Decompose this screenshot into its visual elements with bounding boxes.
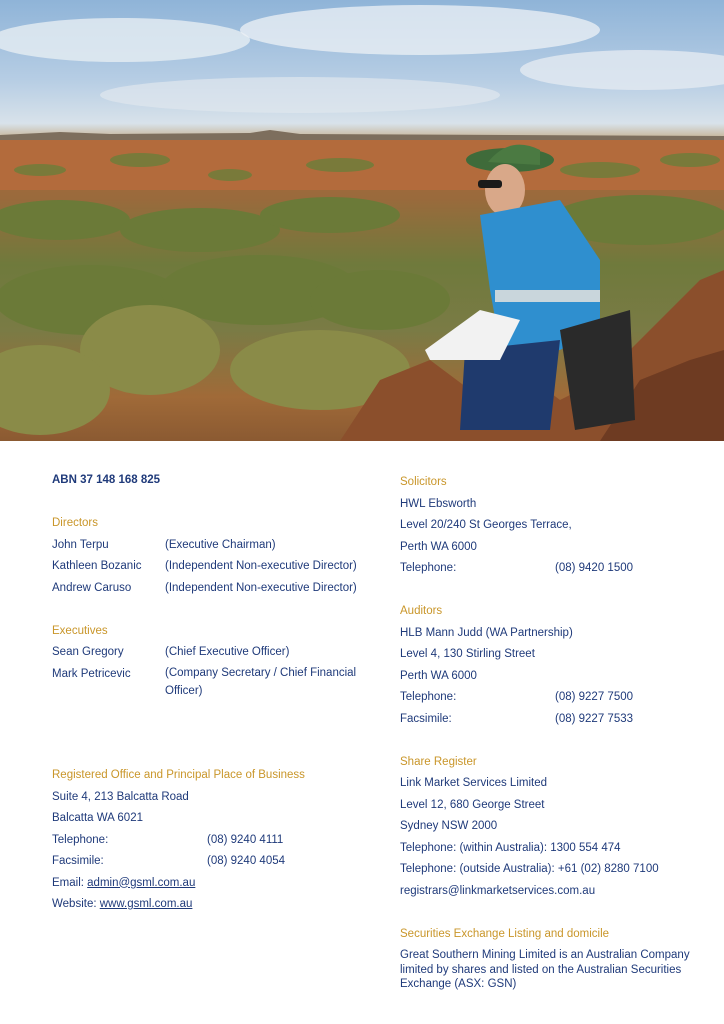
director-name: Kathleen Bozanic <box>52 560 142 572</box>
directors-heading: Directors <box>52 517 99 529</box>
solicitors-heading: Solicitors <box>400 476 447 488</box>
office-fax-row <box>52 851 382 873</box>
solicitors-line2: Level 20/240 St Georges Terrace, <box>400 519 572 531</box>
photo-illustration <box>0 0 724 441</box>
share-register-line2: Level 12, 680 George Street <box>400 798 545 811</box>
auditors-telephone-row <box>400 687 710 709</box>
office-telephone-row <box>52 830 382 852</box>
executive-name: Mark Petricevic <box>52 667 131 680</box>
header-photo-landscape-geologist <box>0 0 724 441</box>
executive-role-line2: Officer) <box>165 684 203 697</box>
office-website-link[interactable]: www.gsml.com.au <box>99 898 193 910</box>
director-name: John Terpu <box>52 538 109 551</box>
solicitors-telephone-label: Telephone: <box>400 562 457 574</box>
executive-role-line1: (Company Secretary / Chief Financial <box>165 666 357 679</box>
office-address-line1: Suite 4, 213 Balcatta Road <box>52 790 189 803</box>
share-register-email: registrars@linkmarketservices.com.au <box>400 884 596 897</box>
director-role: (Independent Non-executive Director) <box>165 560 357 572</box>
share-register-line1: Link Market Services Limited <box>400 777 547 789</box>
share-register-line4: Telephone: (within Australia): 1300 554 474 <box>400 841 621 854</box>
director-role: (Executive Chairman) <box>165 538 276 551</box>
director-row <box>52 556 382 578</box>
auditors-line2: Level 4, 130 Stirling Street <box>400 648 535 660</box>
auditors-telephone-value: (08) 9227 7500 <box>555 691 634 703</box>
auditors-fax-label: Facsimile: <box>400 712 452 725</box>
auditors-line3: Perth WA 6000 <box>400 669 477 682</box>
listing-line3: Exchange (ASX: GSN) <box>400 978 517 990</box>
director-name: Andrew Caruso <box>52 581 132 594</box>
right-column <box>400 472 710 992</box>
office-telephone-label: Telephone: <box>52 833 109 846</box>
share-register-line5: Telephone: (outside Australia): +61 (02) 8280 7100 <box>400 863 659 875</box>
abn-number: ABN 37 148 168 825 <box>52 474 161 486</box>
executive-role-multiline <box>165 664 356 700</box>
office-email-row <box>52 873 382 895</box>
office-website-row <box>52 894 382 916</box>
listing-line2: limited by shares and listed on the Australian Securities <box>400 963 682 976</box>
solicitors-line1: HWL Ebsworth <box>400 497 477 510</box>
listing-line1: Great Southern Mining Limited is an Australian Company <box>400 949 690 961</box>
executive-name: Sean Gregory <box>52 646 124 658</box>
executive-row <box>52 664 382 700</box>
director-row <box>52 535 382 557</box>
executive-row <box>52 642 382 664</box>
executives-heading: Executives <box>52 624 108 637</box>
director-role: (Independent Non-executive Director) <box>165 581 357 594</box>
solicitors-telephone-row <box>400 558 710 580</box>
auditors-fax-value: (08) 9227 7533 <box>555 712 634 725</box>
office-email-label: Email: <box>52 876 88 889</box>
registered-office-block <box>52 765 382 916</box>
executive-role: (Chief Executive Officer) <box>165 646 290 658</box>
office-telephone-value: (08) 9240 4111 <box>207 833 284 846</box>
auditors-telephone-label: Telephone: <box>400 691 457 703</box>
auditors-line1: HLB Mann Judd (WA Partnership) <box>400 626 573 639</box>
auditors-fax-row <box>400 709 710 731</box>
director-row <box>52 578 382 600</box>
share-register-line3: Sydney NSW 2000 <box>400 820 498 832</box>
auditors-heading: Auditors <box>400 605 443 617</box>
share-register-heading: Share Register <box>400 755 477 768</box>
office-address-line2: Balcatta WA 6021 <box>52 812 143 824</box>
office-heading: Registered Office and Principal Place of Business <box>52 769 305 781</box>
listing-heading: Securities Exchange Listing and domicile <box>400 927 610 940</box>
solicitors-line3: Perth WA 6000 <box>400 540 477 553</box>
office-website-label: Website: <box>52 898 100 910</box>
office-fax-value: (08) 9240 4054 <box>207 855 286 867</box>
office-email-link[interactable]: admin@gsml.com.au <box>87 876 196 889</box>
office-fax-label: Facsimile: <box>52 855 104 867</box>
left-column <box>52 470 382 700</box>
solicitors-telephone-value: (08) 9420 1500 <box>555 562 634 574</box>
listing-paragraph <box>400 948 710 992</box>
